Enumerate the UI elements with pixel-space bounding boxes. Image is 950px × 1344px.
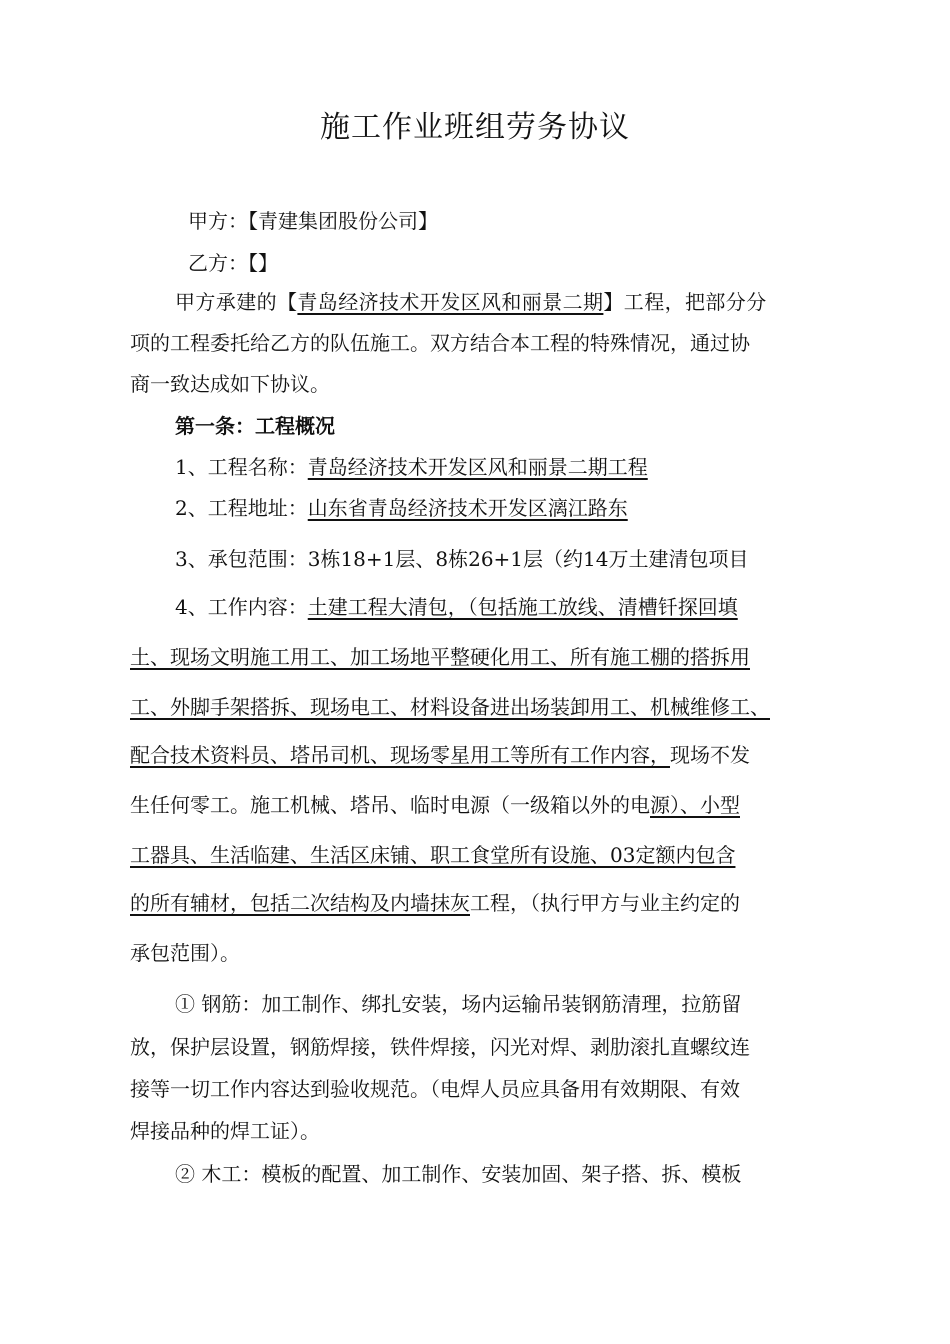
party-a-label: 甲方： bbox=[188, 209, 248, 233]
item-4-line-1 bbox=[175, 593, 835, 621]
intro-line-1 bbox=[175, 288, 835, 316]
item-4-line-2: 土、现场文明施工用工、加工场地平整硬化用工、所有施工棚的搭拆用 bbox=[130, 645, 750, 669]
item-2-line bbox=[175, 494, 835, 522]
rebar-line-3: 接等一切工作内容达到验收规范。（电焊人员应具备用有效期限、有效 bbox=[130, 1077, 740, 1101]
project-name: 青岛经济技术开发区风和丽景二期 bbox=[297, 290, 604, 314]
item-4-text-5: 生任何零工。施工机械、塔吊、临时电源（一级箱以外的电 bbox=[130, 793, 650, 817]
item-4-line-8: 承包范围）。 bbox=[130, 941, 240, 965]
item-4-line-4 bbox=[130, 741, 830, 769]
party-b-label: 乙方： bbox=[188, 251, 248, 275]
rebar-line-4: 焊接品种的焊工证）。 bbox=[130, 1119, 320, 1143]
item-4-line-7 bbox=[130, 889, 830, 917]
item-1-value: 青岛经济技术开发区风和丽景二期工程 bbox=[307, 455, 648, 479]
intro-prefix: 甲方承建的【 bbox=[175, 290, 298, 314]
intro-line-2: 项的工程委托给乙方的队伍施工。双方结合本工程的特殊情况，通过协 bbox=[130, 331, 750, 355]
item-4-text-7u: 的所有辅材，包括二次结构及内墙抹灰 bbox=[130, 891, 470, 915]
carpentry-line-1: ② 木工：模板的配置、加工制作、安装加固、架子搭、拆、模板 bbox=[175, 1162, 742, 1186]
item-1-line bbox=[175, 453, 835, 481]
item-1-label: 1、工程名称： bbox=[175, 455, 308, 479]
rebar-line-1: ① 钢筋：加工制作、绑扎安装，场内运输吊装钢筋清理，拉筋留 bbox=[175, 992, 742, 1016]
intro-suffix: 】工程，把部分分 bbox=[603, 290, 767, 314]
item-4-text-4: 现场不发 bbox=[670, 743, 750, 767]
item-4-text-4u: 配合技术资料员、塔吊司机、现场零星用工等所有工作内容， bbox=[130, 743, 670, 767]
item-4-text-1: 土建工程大清包，（包括施工放线、清槽钎探回填 bbox=[307, 595, 738, 619]
item-4-line-3: 工、外脚手架搭拆、现场电工、材料设备进出场装卸用工、机械维修工、 bbox=[130, 695, 770, 719]
item-4-text-5u: 源）、小型 bbox=[650, 793, 740, 817]
party-a-line bbox=[188, 207, 828, 235]
item-4-text-7: 工程，（执行甲方与业主约定的 bbox=[470, 891, 740, 915]
party-a-value: 【青建集团股份公司】 bbox=[248, 209, 438, 233]
rebar-line-2: 放，保护层设置，钢筋焊接，铁件焊接，闪光对焊、剥肋滚扎直螺纹连 bbox=[130, 1035, 750, 1059]
article-1-heading: 第一条：工程概况 bbox=[175, 414, 335, 438]
document-title: 施工作业班组劳务协议 bbox=[320, 110, 630, 145]
intro-line-3: 商一致达成如下协议。 bbox=[130, 372, 330, 396]
item-4-line-5 bbox=[130, 791, 830, 819]
item-2-label: 2、工程地址： bbox=[175, 496, 308, 520]
item-4-line-6: 工器具、生活临建、生活区床铺、职工食堂所有设施、03定额内包含 bbox=[130, 843, 736, 867]
item-4-label: 4、工作内容： bbox=[175, 595, 308, 619]
party-b-line bbox=[188, 249, 828, 277]
party-b-value: 【】 bbox=[248, 251, 278, 275]
item-3-line: 3、承包范围：3栋18+1层、8栋26+1层（约14万土建清包项目 bbox=[175, 547, 749, 571]
item-2-value: 山东省青岛经济技术开发区漓江路东 bbox=[307, 496, 628, 520]
